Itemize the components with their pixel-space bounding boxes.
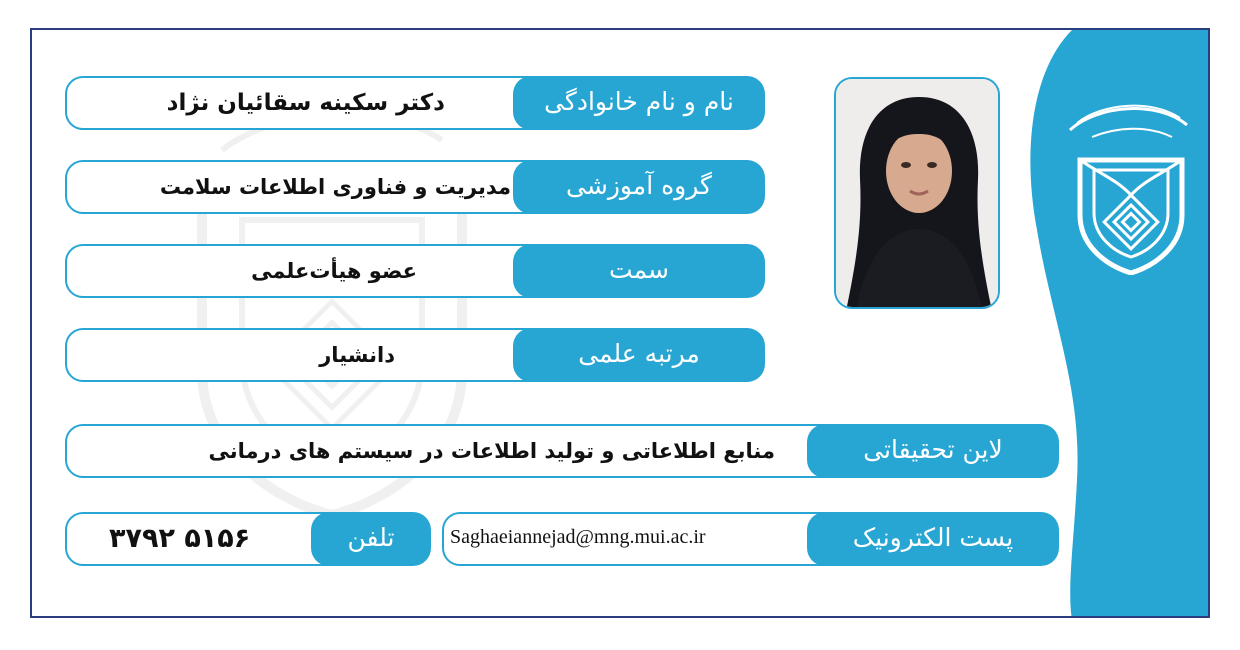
rank-value: دانشیار <box>319 343 395 367</box>
rank-field <box>65 328 565 382</box>
email-value[interactable]: Saghaeiannejad@mng.mui.ac.ir <box>450 526 706 548</box>
row-phone <box>65 512 431 568</box>
department-label: گروه آموزشی <box>513 160 765 214</box>
email-label: پست الکترونیک <box>807 512 1059 566</box>
row-email <box>442 512 1059 568</box>
position-value: عضو هیأت‌علمی <box>251 259 417 283</box>
row-position <box>65 244 765 300</box>
row-research <box>65 424 1059 480</box>
person-portrait-icon <box>836 79 1000 309</box>
row-name <box>65 76 765 132</box>
row-rank <box>65 328 765 384</box>
row-department <box>65 160 765 216</box>
research-label: لاین تحقیقاتی <box>807 424 1059 478</box>
rank-label: مرتبه علمی <box>513 328 765 382</box>
university-shield-logo-icon <box>1062 85 1192 275</box>
department-value: مدیریت و فناوری اطلاعات سلامت <box>159 175 511 199</box>
name-value: دکتر سکینه سقائیان نژاد <box>166 90 445 116</box>
name-label: نام و نام خانوادگی <box>513 76 765 130</box>
position-label: سمت <box>513 244 765 298</box>
research-value: منابع اطلاعاتی و تولید اطلاعات در سیستم های درمانی <box>208 439 775 463</box>
profile-photo <box>834 77 1000 309</box>
id-card <box>30 28 1210 618</box>
phone-value: ۳۷۹۲ ۵۱۵۶ <box>109 523 251 554</box>
phone-label: تلفن <box>311 512 431 566</box>
